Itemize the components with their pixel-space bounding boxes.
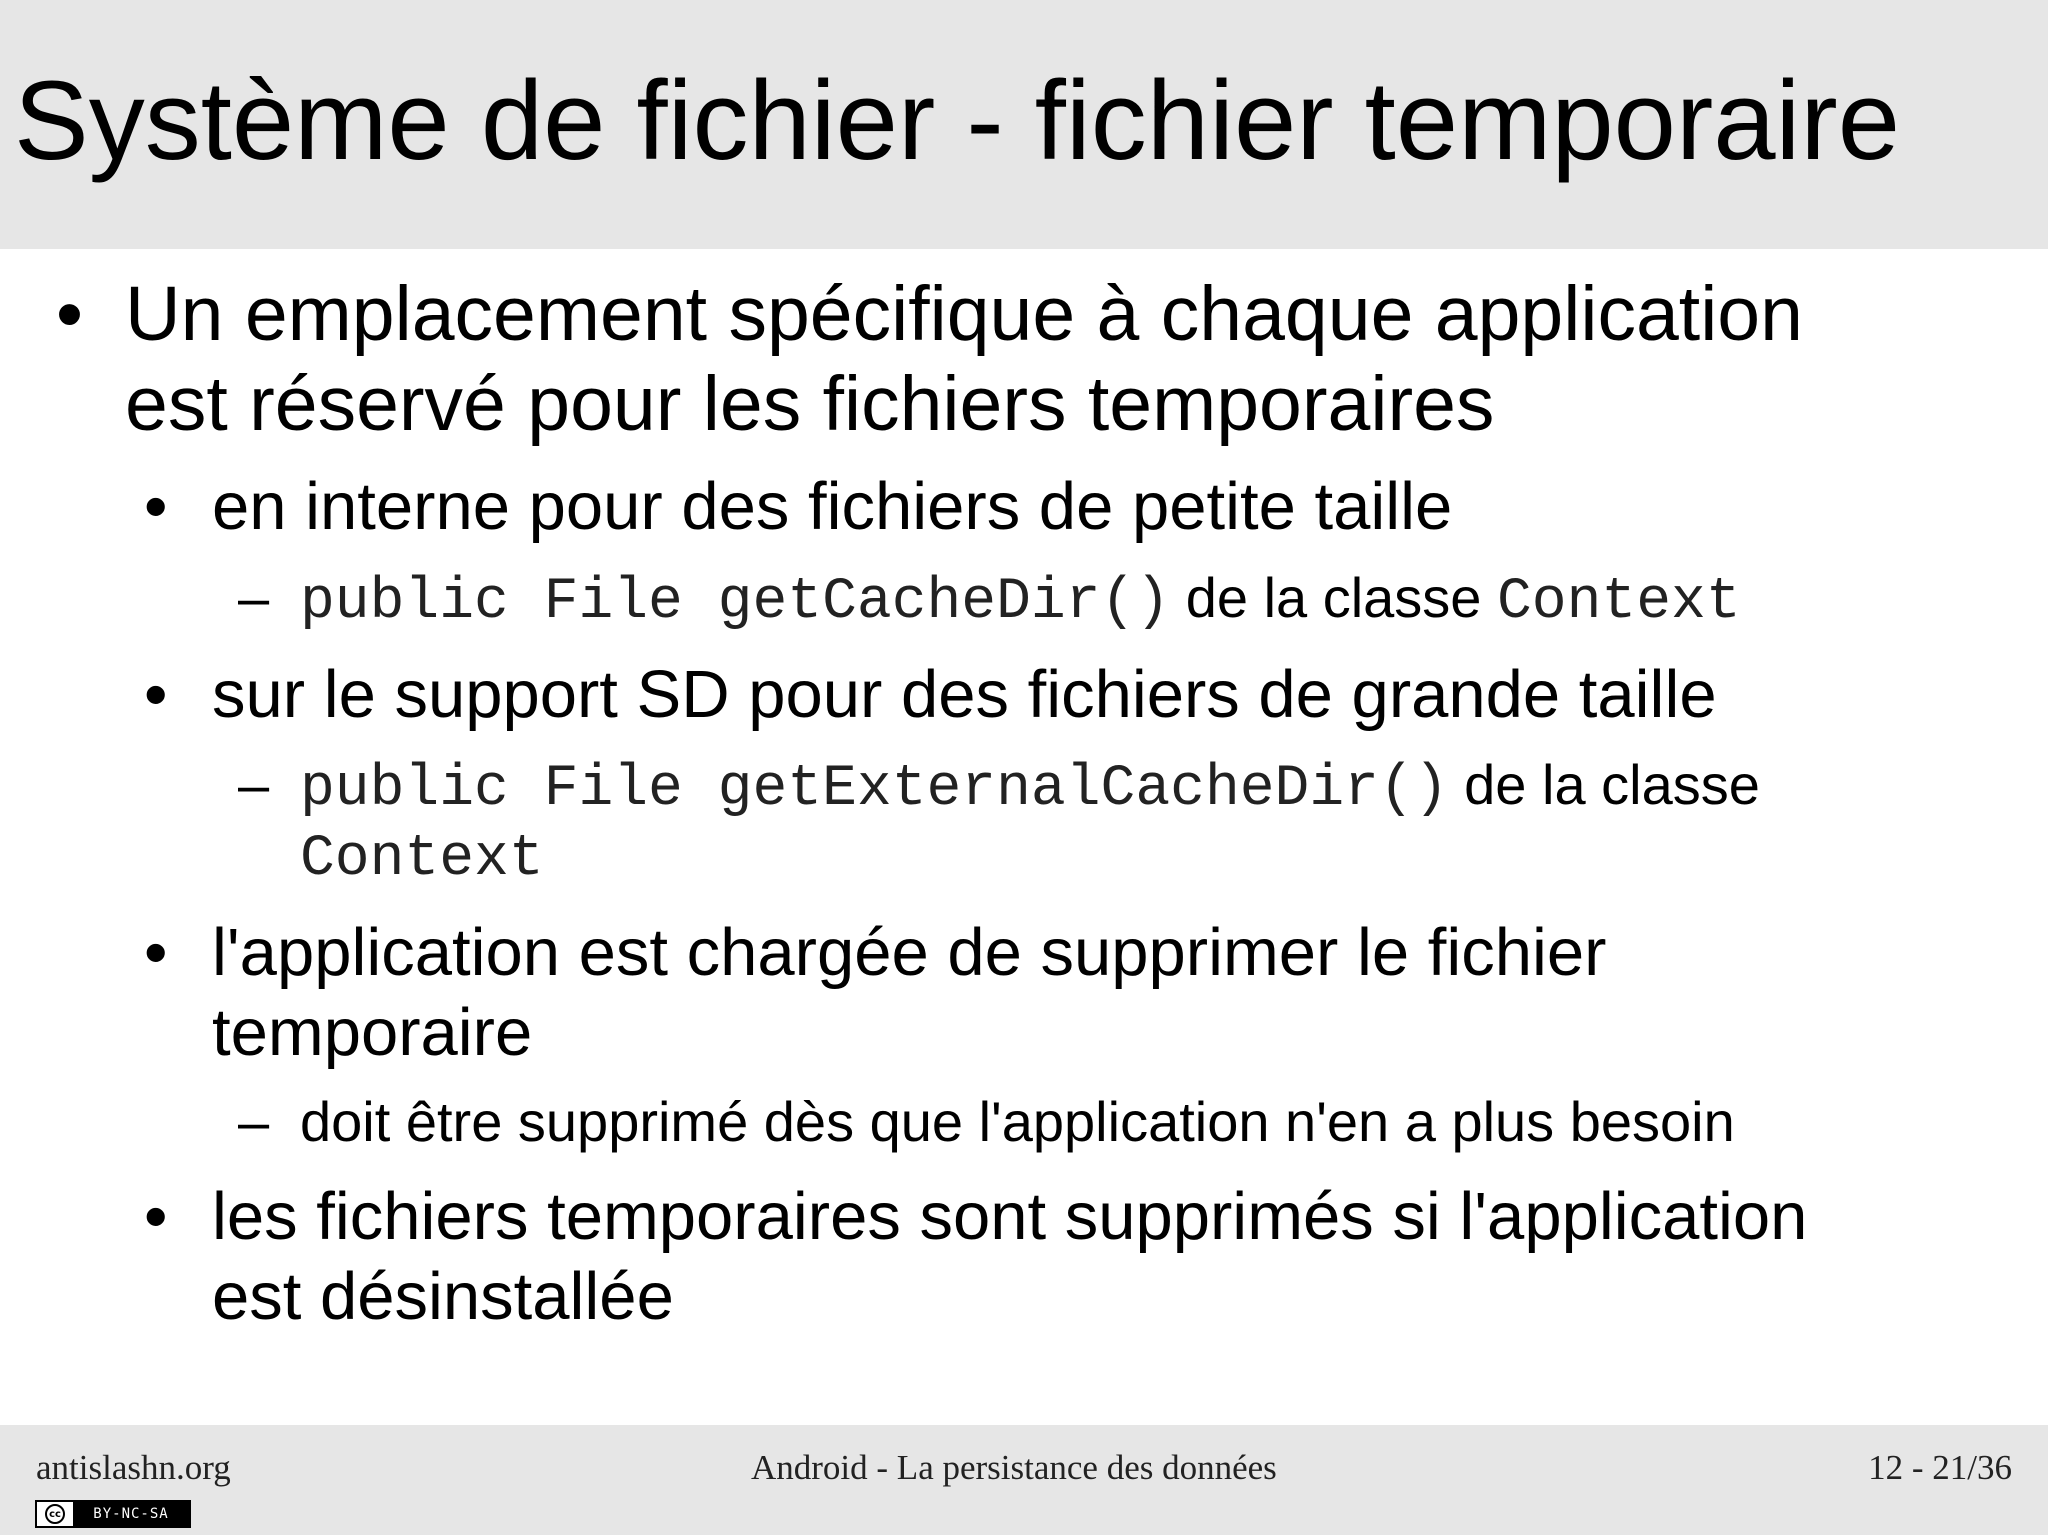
- bullet-delete-line1: l'application est chargée de supprimer le fichier: [212, 915, 1607, 990]
- code-context-class: Context: [300, 827, 544, 892]
- footer-site: antislashn.org: [36, 1448, 231, 1487]
- dash-marker: –: [238, 1090, 270, 1153]
- footer-course-title: Android - La persistance des données: [751, 1448, 1277, 1487]
- bullet-marker: •: [144, 915, 168, 990]
- slide-title: Système de fichier - fichier temporaire: [14, 58, 1901, 183]
- code-getcachedir: public File getCacheDir(): [300, 570, 1171, 635]
- bullet-marker: •: [144, 657, 168, 732]
- footer-page-number: 12 - 21/36: [1868, 1448, 2012, 1487]
- bullet-marker: •: [56, 271, 83, 357]
- bullet-sd: sur le support SD pour des fichiers de grande taille: [212, 657, 1717, 732]
- code-getexternalcachedir: public File getExternalCacheDir(): [300, 757, 1449, 822]
- sub-internal-code-line: [300, 565, 1741, 636]
- sub-sd-code-line: [300, 752, 1760, 823]
- code-context-class: Context: [1497, 570, 1741, 635]
- license-label: BY-NC-SA: [73, 1502, 189, 1526]
- sub-delete: doit être supprimé dès que l'application n'en a plus besoin: [300, 1090, 1735, 1153]
- dash-marker: –: [238, 566, 270, 629]
- bullet-delete-line2: temporaire: [212, 995, 533, 1070]
- cc-license-badge: [35, 1500, 191, 1528]
- bullet-marker: •: [144, 469, 168, 544]
- cc-icon: cc: [37, 1502, 73, 1526]
- sub-internal-text: de la classe: [1170, 566, 1497, 629]
- sub-sd-class-line: [300, 822, 544, 893]
- sub-sd-text: de la classe: [1448, 753, 1760, 816]
- bullet-uninstall-line2: est désinstallée: [212, 1259, 674, 1334]
- bullet-main-line2: est réservé pour les fichiers temporaires: [125, 361, 1495, 447]
- dash-marker: –: [238, 753, 270, 816]
- bullet-main-line1: Un emplacement spécifique à chaque application: [125, 271, 1803, 357]
- bullet-internal: en interne pour des fichiers de petite taille: [212, 469, 1453, 544]
- bullet-uninstall-line1: les fichiers temporaires sont supprimés si l'application: [212, 1179, 1808, 1254]
- bullet-marker: •: [144, 1179, 168, 1254]
